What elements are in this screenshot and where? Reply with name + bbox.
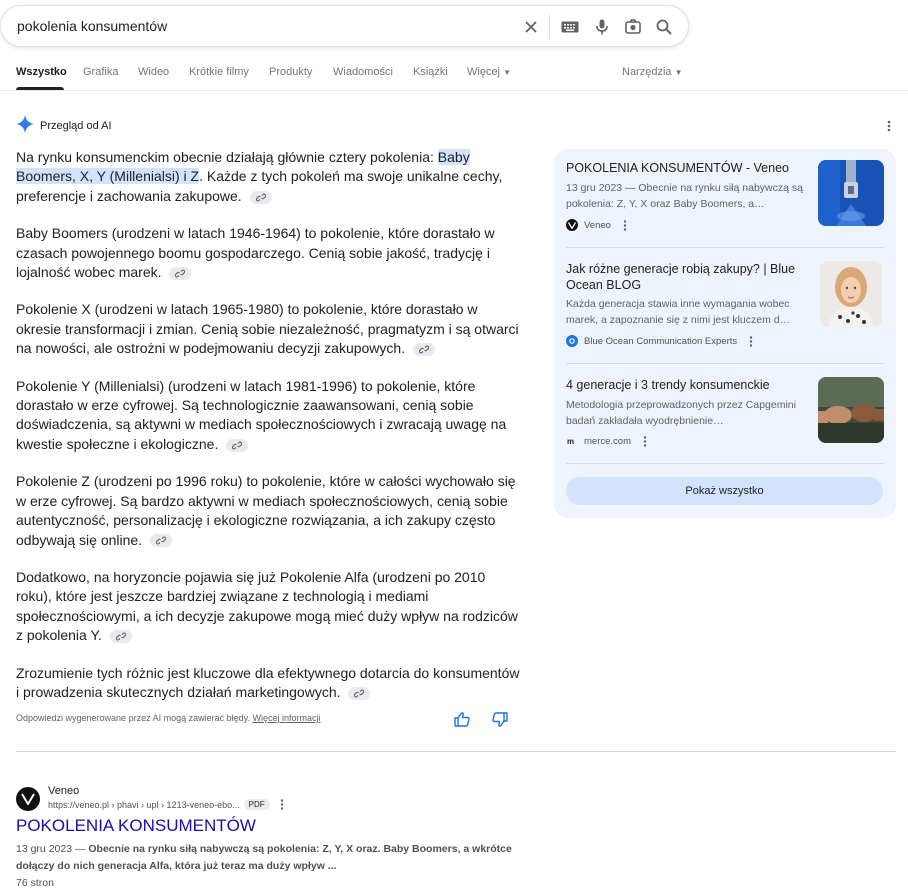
tab-books[interactable]: Książki (413, 66, 448, 78)
source-card[interactable] (566, 261, 884, 351)
ai-text: Baby Boomers (urodzeni w latach 1946-1964) to pokolenie, które dorastało w czasach powojennego boomu gospodarczego. Cenią sobie jakość, tradycję i lojalność wobec marek. (16, 225, 495, 281)
microphone-icon[interactable] (591, 16, 613, 38)
tab-more-label: Więcej (467, 66, 501, 78)
ai-text: Na rynku konsumenckim obecnie działają głównie cztery pokolenia: (16, 149, 438, 165)
result-pages: 76 stron (16, 877, 54, 888)
source-snippet: 13 gru 2023 — Obecnie na rynku siłą nabywczą są pokolenia: Z, Y, X oraz Baby Boomers, a… (566, 182, 803, 210)
ai-text: Dodatkowo, na horyzoncie pojawia się już Pokolenie Alfa (urodzeni po 2010 roku), które jest jeszcze bardziej związane z technologią i mediami społecznościowymi, a ich decyzje zakupowe mogą mieć duży wpływ na rodziców z pokolenia Y. (16, 568, 518, 644)
citation-link-icon[interactable] (348, 687, 370, 700)
ai-paragraph (16, 224, 522, 282)
disclaimer-text: Odpowiedzi wygenerowane przez AI mogą zawierać błędy. (16, 713, 253, 723)
search-divider (549, 15, 550, 39)
sources-panel (554, 149, 896, 518)
source-title[interactable]: Jak różne generacje robią zakupy? | Blue Ocean BLOG (566, 262, 796, 292)
tab-products[interactable]: Produkty (269, 66, 313, 78)
ai-highlight: Baby Boomers, X, Y (Millenialsi) i Z (16, 149, 470, 185)
citation-link-icon[interactable] (150, 534, 172, 547)
veneo-logo-icon (16, 787, 40, 811)
source-title[interactable]: 4 generacje i 3 trendy konsumenckie (566, 378, 770, 392)
chevron-down-icon: ▼ (503, 68, 511, 77)
pdf-badge: PDF (244, 799, 270, 810)
ai-overview-menu-icon[interactable] (881, 118, 897, 134)
thumbs-up-icon[interactable] (453, 710, 471, 728)
ai-paragraph (16, 300, 522, 358)
ai-disclaimer (16, 713, 320, 723)
section-divider (16, 751, 896, 752)
source-site (566, 334, 753, 348)
clear-icon[interactable] (520, 16, 542, 38)
tab-short-videos[interactable]: Krótkie filmy (189, 66, 249, 78)
ai-paragraph (16, 664, 522, 703)
result-site-name[interactable]: Veneo (48, 785, 80, 797)
merce-logo-icon (566, 435, 578, 447)
ai-paragraph (16, 148, 522, 206)
source-snippet: Metodologia przeprowadzonych przez Capgemini badań zakładała wyodrębnienie… (566, 399, 796, 427)
ai-paragraph (16, 568, 522, 646)
source-thumbnail[interactable] (818, 160, 884, 226)
source-divider (566, 247, 884, 248)
ai-text: Pokolenie X (urodzeni w latach 1965-1980) to pokolenie, które dorastało w okresie transformacji i zmian. Cenią sobie niezależność, pragmatyzm i są otwarci na nowości, ale ostrożni w podejmowaniu decyzji zakupowych. (16, 301, 519, 357)
result-title-link[interactable]: POKOLENIA KONSUMENTÓW (16, 816, 256, 835)
tab-all[interactable]: Wszystko (16, 66, 67, 78)
more-options-icon[interactable] (280, 799, 284, 810)
ai-text: Pokolenie Y (Millenialsi) (urodzeni w latach 1981-1996) to pokolenie, które dorastało w erze cyfrowej. Są technologicznie zaawansowani, cenią sobie doświadczenia, są aktywni w mediach społecznościowych i zwracają uwagę na kwestie społeczne i ekologiczne. (16, 377, 507, 452)
more-options-icon[interactable] (623, 220, 627, 231)
tab-video[interactable]: Wideo (138, 66, 170, 78)
source-site (566, 434, 647, 448)
source-site-name: merce.com (584, 435, 631, 447)
tab-tools[interactable] (622, 66, 683, 78)
source-thumbnail[interactable] (820, 261, 882, 327)
ai-text: Zrozumienie tych różnic jest kluczowe dla efektywnego dotarcia do konsumentów i prowadzenia skutecznych działań marketingowych. (16, 664, 520, 700)
result-url[interactable] (48, 799, 284, 810)
source-card[interactable] (566, 377, 884, 457)
citation-link-icon[interactable] (169, 267, 191, 280)
chevron-down-icon: ▼ (674, 68, 683, 77)
result-snippet-text: Obecnie na rynku siłą nabywczą są pokolenia: Z, Y, X oraz. Baby Boomers, a wkrótce dołączy do nich generacja Alfa, która już teraz ma duży wpływ ... (16, 843, 512, 872)
citation-link-icon[interactable] (110, 630, 132, 643)
source-site (566, 218, 627, 232)
tab-news[interactable]: Wiadomości (333, 66, 393, 78)
source-site-name: Blue Ocean Communication Experts (584, 335, 738, 347)
ai-overview-label: Przegląd od AI (40, 120, 112, 132)
more-options-icon[interactable] (643, 436, 647, 447)
tab-more[interactable] (467, 66, 511, 78)
tab-tools-label: Narzędzia (622, 66, 672, 78)
result-date: 13 gru 2023 — (16, 843, 89, 855)
citation-link-icon[interactable] (413, 343, 435, 356)
ai-overview-body (16, 148, 522, 720)
source-snippet: Każda generacja stawia inne wymagania wobec marek, a zapoznanie się z nimi jest kluczem d… (566, 298, 791, 326)
svg-text:m: m (567, 437, 575, 445)
show-all-button[interactable]: Pokaż wszystko (566, 477, 883, 505)
veneo-logo-icon (566, 219, 578, 231)
source-card[interactable] (566, 160, 884, 240)
ai-text: Pokolenie Z (urodzeni po 1996 roku) to pokolenie, które w całości wychowało się w erze cyfrowej. Są bardzo aktywni w mediach społecznościowych, cenią sobie autentyczność, personalizację i ekologiczne rozwiązania, a ich zakupy często odbywają się online. (16, 473, 516, 548)
blue-ocean-logo-icon (566, 335, 578, 347)
source-divider (566, 463, 884, 464)
search-bar[interactable] (0, 5, 689, 47)
source-site-name: Veneo (584, 219, 611, 231)
tab-images[interactable]: Grafika (83, 66, 119, 78)
source-thumbnail[interactable] (818, 377, 884, 443)
source-title[interactable]: POKOLENIA KONSUMENTÓW - Veneo (566, 161, 789, 175)
camera-lens-icon[interactable] (622, 16, 644, 38)
citation-link-icon[interactable] (226, 439, 248, 452)
result-url-text: https://veneo.pl › phavi › upl › 1213-veneo-ebo... (48, 799, 240, 810)
search-input[interactable]: pokolenia konsumentów (17, 18, 168, 34)
ai-text: . Każde z tych pokoleń ma swoje unikalne cechy, preferencje i zachowania zakupowe. (16, 168, 503, 204)
keyboard-icon[interactable] (559, 16, 581, 38)
ai-paragraph (16, 377, 522, 455)
citation-link-icon[interactable] (250, 191, 272, 204)
sparkle-icon (16, 115, 34, 138)
result-snippet (16, 841, 536, 875)
more-options-icon[interactable] (749, 336, 753, 347)
more-info-link[interactable]: Więcej informacji (252, 713, 321, 723)
source-divider (566, 363, 884, 364)
thumbs-down-icon[interactable] (491, 710, 509, 728)
tabs-divider (0, 90, 908, 91)
ai-overview-header (16, 116, 112, 136)
search-icon[interactable] (653, 16, 675, 38)
ai-paragraph (16, 472, 522, 550)
